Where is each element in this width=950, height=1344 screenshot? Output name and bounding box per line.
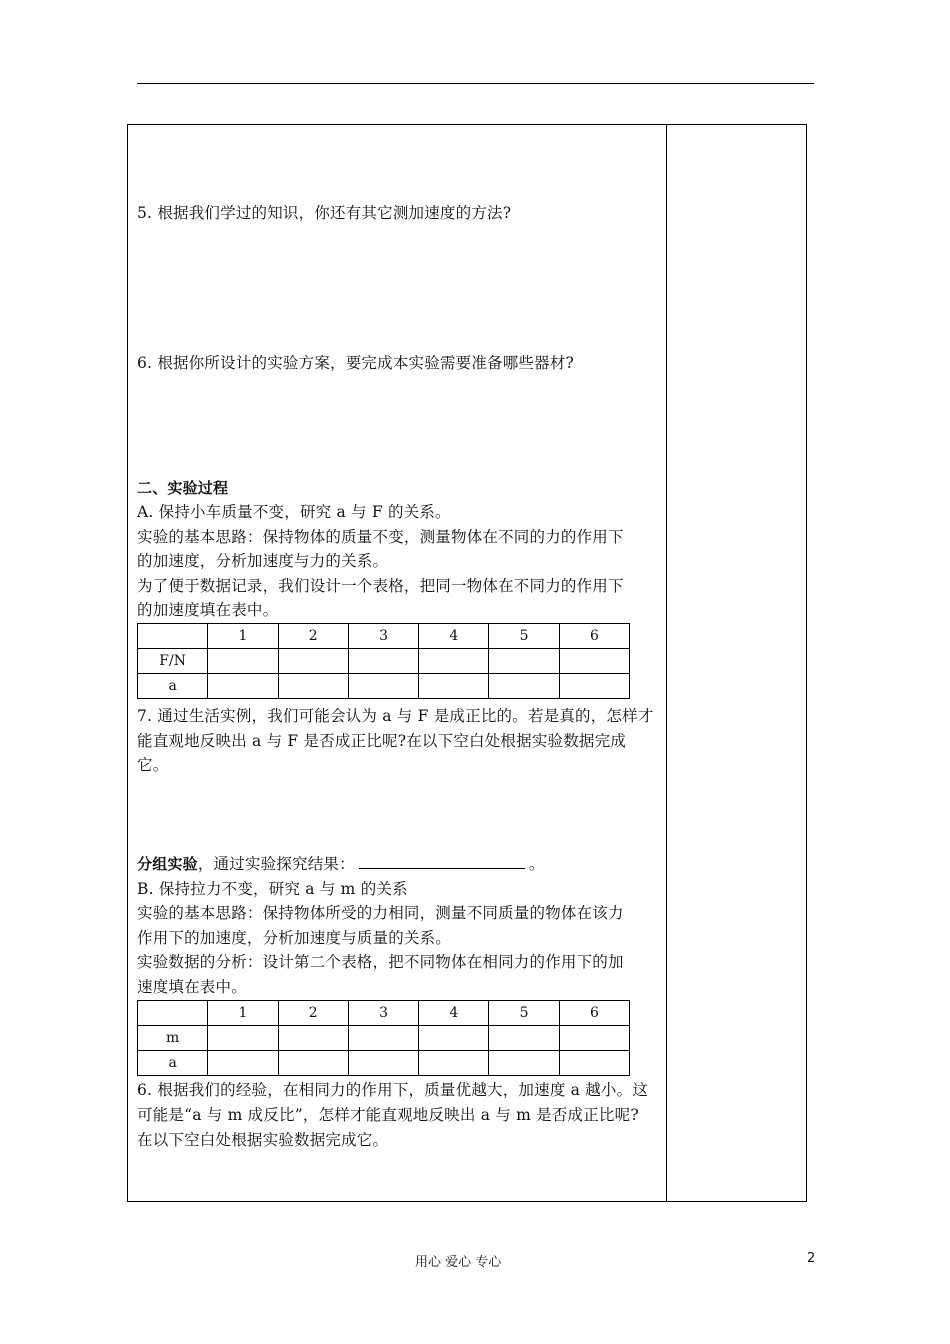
- empty-cell[interactable]: [348, 1051, 418, 1076]
- table-cell: 4: [419, 624, 489, 649]
- empty-cell[interactable]: [489, 1051, 559, 1076]
- empty-cell[interactable]: [489, 1026, 559, 1051]
- empty-cell[interactable]: [348, 674, 418, 699]
- empty-cell[interactable]: [208, 1026, 278, 1051]
- empty-cell[interactable]: [208, 674, 278, 699]
- empty-cell[interactable]: [278, 649, 348, 674]
- group-experiment-line: [137, 852, 545, 876]
- part-b-line: 速度填在表中。: [137, 978, 247, 996]
- mass-data-table: [137, 1000, 630, 1076]
- table-cell: 5: [489, 1001, 559, 1026]
- question-6b-line: 在以下空白处根据实验数据完成它。: [137, 1131, 389, 1149]
- question-6: 6. 根据你所设计的实验方案，要完成本实验需要准备哪些器材?: [137, 354, 575, 372]
- empty-cell[interactable]: [489, 674, 559, 699]
- table-cell: [138, 624, 208, 649]
- empty-cell[interactable]: [419, 1051, 489, 1076]
- empty-cell[interactable]: [348, 1026, 418, 1051]
- part-a-line: 为了便于数据记录，我们设计一个表格，把同一物体在不同力的作用下: [137, 577, 624, 595]
- table-header-row: [138, 1001, 630, 1026]
- part-b-title: B. 保持拉力不变，研究 a 与 m 的关系: [137, 880, 408, 898]
- row-label: m: [138, 1026, 208, 1051]
- part-b-line: 作用下的加速度，分析加速度与质量的关系。: [137, 929, 452, 947]
- table-cell: 6: [559, 624, 629, 649]
- question-6b-line: 可能是“a 与 m 成反比”，怎样才能直观地反映出 a 与 m 是否成正比呢?: [137, 1106, 639, 1124]
- empty-cell[interactable]: [419, 674, 489, 699]
- part-a-line: 的加速度，分析加速度与力的关系。: [137, 552, 389, 570]
- group-experiment-text: ，通过实验探究结果：: [197, 855, 355, 873]
- empty-cell[interactable]: [489, 649, 559, 674]
- row-label: a: [138, 674, 208, 699]
- question-5: 5. 根据我们学过的知识，你还有其它测加速度的方法?: [137, 204, 512, 222]
- table-row: [138, 649, 630, 674]
- table-cell: 6: [559, 1001, 629, 1026]
- empty-cell[interactable]: [419, 649, 489, 674]
- table-cell: 3: [348, 624, 418, 649]
- question-6b-line: 6. 根据我们的经验，在相同力的作用下，质量优越大，加速度 a 越小。这: [137, 1081, 649, 1099]
- footer-motto: 用心 爱心 专心: [415, 1255, 502, 1270]
- table-row: [138, 1051, 630, 1076]
- table-cell: 1: [208, 624, 278, 649]
- row-label: F/N: [138, 649, 208, 674]
- page-number: 2: [807, 1251, 816, 1266]
- empty-cell[interactable]: [278, 674, 348, 699]
- part-b-line: 实验数据的分析：设计第二个表格，把不同物体在相同力的作用下的加: [137, 953, 624, 971]
- notes-column-divider: [666, 124, 667, 1202]
- force-data-table: [137, 623, 630, 699]
- group-experiment-label: 分组实验: [137, 855, 198, 873]
- question-7-line: 它。: [137, 756, 169, 774]
- empty-cell[interactable]: [208, 1051, 278, 1076]
- table-cell: 5: [489, 624, 559, 649]
- empty-cell[interactable]: [278, 1051, 348, 1076]
- table-header-row: [138, 624, 630, 649]
- question-7-line: 能直观地反映出 a 与 F 是否成正比呢?在以下空白处根据实验数据完成: [137, 732, 627, 750]
- empty-cell[interactable]: [419, 1026, 489, 1051]
- table-cell: 3: [348, 1001, 418, 1026]
- period: 。: [528, 855, 545, 873]
- empty-cell[interactable]: [559, 1026, 629, 1051]
- empty-cell[interactable]: [559, 649, 629, 674]
- table-cell: [138, 1001, 208, 1026]
- empty-cell[interactable]: [559, 674, 629, 699]
- part-a-title: A. 保持小车质量不变，研究 a 与 F 的关系。: [137, 503, 451, 521]
- empty-cell[interactable]: [559, 1051, 629, 1076]
- part-a-line: 实验的基本思路：保持物体的质量不变，测量物体在不同的力的作用下: [137, 528, 624, 546]
- empty-cell[interactable]: [348, 649, 418, 674]
- section-heading: 二、实验过程: [137, 479, 229, 497]
- table-cell: 2: [278, 1001, 348, 1026]
- part-a-line: 的加速度填在表中。: [137, 601, 279, 619]
- table-cell: 2: [278, 624, 348, 649]
- row-label: a: [138, 1051, 208, 1076]
- table-cell: 1: [208, 1001, 278, 1026]
- empty-cell[interactable]: [208, 649, 278, 674]
- table-row: [138, 674, 630, 699]
- empty-cell[interactable]: [278, 1026, 348, 1051]
- part-b-line: 实验的基本思路：保持物体所受的力相同，测量不同质量的物体在该力: [137, 904, 624, 922]
- table-cell: 4: [419, 1001, 489, 1026]
- result-blank[interactable]: [359, 854, 525, 869]
- question-7-line: 7. 通过生活实例，我们可能会认为 a 与 F 是成正比的。若是真的，怎样才: [137, 707, 654, 725]
- table-row: [138, 1026, 630, 1051]
- header-rule: [137, 83, 814, 84]
